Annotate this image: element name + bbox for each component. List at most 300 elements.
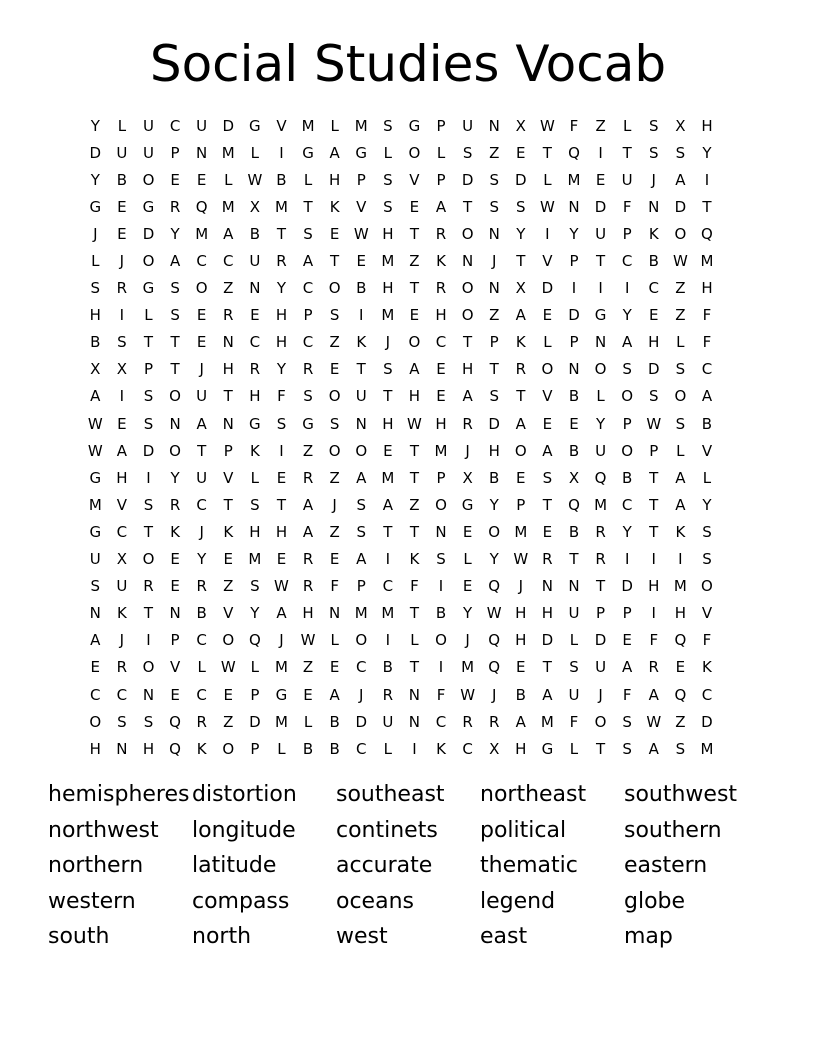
grid-letter: J: [279, 631, 284, 650]
grid-letter: N: [594, 333, 607, 352]
word-bank-item: northern: [48, 853, 144, 878]
grid-letter: N: [568, 577, 580, 596]
grid-letter: H: [249, 522, 261, 541]
grid-letter: E: [170, 550, 180, 569]
grid-letter: E: [170, 577, 180, 596]
grid-letter: T: [409, 279, 419, 298]
grid-letter: T: [516, 252, 526, 271]
grid-letter: N: [488, 116, 500, 135]
grid-letter: Y: [622, 522, 632, 541]
grid-letter: L: [676, 333, 685, 352]
grid-letter: Y: [90, 116, 100, 135]
grid-letter: V: [169, 658, 181, 677]
grid-letter: J: [491, 685, 497, 704]
grid-letter: O: [169, 387, 181, 406]
grid-letter: P: [436, 116, 446, 135]
grid-letter: K: [223, 522, 234, 541]
grid-letter: K: [329, 197, 340, 216]
grid-letter: L: [277, 739, 286, 758]
grid-letter: S: [383, 197, 393, 216]
grid-letter: E: [223, 685, 233, 704]
grid-letter: Z: [675, 279, 686, 298]
grid-letter: N: [222, 333, 234, 352]
grid-letter: T: [356, 360, 366, 379]
grid-letter: B: [302, 739, 314, 758]
grid-letter: O: [514, 441, 527, 460]
grid-letter: X: [489, 739, 500, 758]
grid-letter: J: [385, 333, 391, 352]
word-bank: [48, 777, 768, 955]
grid-letter: L: [622, 116, 632, 135]
grid-letter: T: [595, 739, 606, 758]
grid-letter: E: [117, 414, 127, 433]
grid-row: [82, 329, 742, 356]
grid-letter: M: [461, 658, 475, 677]
grid-letter: B: [648, 252, 659, 271]
grid-letter: D: [674, 197, 687, 216]
grid-row: [82, 518, 742, 545]
grid-letter: F: [277, 387, 286, 406]
grid-letter: Z: [675, 306, 686, 325]
grid-letter: R: [595, 550, 606, 569]
grid-letter: Z: [329, 333, 340, 352]
grid-letter: R: [302, 577, 314, 596]
grid-letter: H: [461, 360, 474, 379]
grid-letter: I: [545, 224, 550, 243]
grid-letter: S: [276, 414, 287, 433]
grid-letter: B: [382, 658, 393, 677]
grid-letter: V: [542, 252, 553, 271]
grid-letter: Y: [702, 495, 712, 514]
grid-letter: A: [622, 333, 633, 352]
grid-letter: Q: [674, 631, 687, 650]
grid-letter: O: [701, 577, 713, 596]
grid-letter: Y: [489, 495, 499, 514]
grid-letter: B: [249, 224, 260, 243]
grid-letter: R: [435, 279, 447, 298]
grid-letter: O: [594, 712, 607, 731]
grid-row: [82, 112, 742, 139]
grid-letter: E: [329, 224, 340, 243]
grid-letter: E: [409, 306, 420, 325]
grid-letter: Y: [90, 170, 100, 189]
grid-letter: B: [356, 279, 367, 298]
grid-letter: Z: [489, 143, 500, 162]
grid-letter: B: [276, 170, 287, 189]
grid-letter: U: [116, 577, 128, 596]
grid-letter: M: [274, 197, 288, 216]
grid-letter: A: [356, 550, 367, 569]
grid-letter: N: [488, 224, 500, 243]
word-bank-item: accurate: [336, 853, 433, 878]
grid-row: [82, 139, 742, 166]
grid-letter: M: [540, 712, 554, 731]
grid-letter: S: [489, 197, 499, 216]
grid-letter: L: [91, 252, 100, 271]
grid-letter: R: [302, 550, 314, 569]
grid-letter: I: [146, 468, 151, 487]
grid-letter: R: [249, 360, 261, 379]
grid-letter: D: [701, 712, 713, 731]
grid-letter: C: [621, 252, 633, 271]
grid-letter: C: [196, 631, 207, 650]
grid-letter: P: [622, 414, 632, 433]
grid-letter: O: [541, 360, 554, 379]
word-bank-item: western: [48, 888, 136, 914]
grid-letter: E: [117, 224, 127, 243]
grid-letter: H: [382, 224, 394, 243]
grid-letter: M: [381, 252, 395, 271]
grid-letter: G: [594, 306, 607, 325]
grid-letter: J: [119, 252, 125, 271]
grid-letter: C: [435, 333, 447, 352]
grid-letter: Q: [248, 631, 261, 650]
grid-row: [82, 166, 742, 193]
grid-letter: D: [488, 414, 500, 433]
grid-letter: T: [463, 333, 473, 352]
grid-letter: P: [223, 441, 233, 460]
grid-letter: L: [569, 631, 579, 650]
grid-letter: D: [249, 712, 261, 731]
grid-letter: B: [329, 739, 340, 758]
grid-letter: U: [595, 224, 607, 243]
grid-letter: M: [354, 116, 368, 135]
grid-letter: Z: [409, 252, 420, 271]
grid-letter: N: [408, 685, 421, 704]
grid-letter: Y: [276, 360, 287, 379]
grid-letter: L: [224, 170, 233, 189]
grid-letter: Z: [409, 495, 420, 514]
grid-letter: R: [196, 577, 207, 596]
grid-letter: Y: [463, 604, 473, 623]
grid-letter: R: [542, 550, 553, 569]
grid-letter: B: [116, 170, 128, 189]
grid-letter: U: [462, 116, 474, 135]
grid-letter: V: [701, 441, 713, 460]
grid-letter: M: [594, 495, 608, 514]
grid-letter: V: [701, 604, 713, 623]
grid-letter: S: [702, 550, 712, 569]
grid-letter: O: [142, 170, 155, 189]
grid-letter: B: [568, 387, 580, 406]
grid-letter: E: [436, 387, 446, 406]
grid-letter: D: [621, 577, 633, 596]
grid-letter: R: [116, 279, 128, 298]
grid-letter: E: [542, 522, 553, 541]
grid-letter: T: [276, 495, 287, 514]
grid-letter: A: [648, 739, 659, 758]
grid-letter: S: [462, 143, 473, 162]
grid-letter: P: [356, 170, 366, 189]
grid-letter: J: [93, 224, 98, 243]
grid-letter: R: [488, 712, 500, 731]
grid-letter: N: [249, 279, 261, 298]
grid-letter: D: [142, 441, 155, 460]
grid-letter: O: [408, 333, 421, 352]
grid-letter: T: [143, 604, 154, 623]
grid-letter: Z: [302, 658, 314, 677]
grid-letter: L: [569, 739, 579, 758]
word-bank-item: thematic: [480, 853, 578, 878]
grid-letter: S: [622, 360, 632, 379]
grid-letter: N: [568, 197, 580, 216]
grid-letter: I: [438, 658, 444, 677]
grid-letter: R: [302, 360, 314, 379]
grid-letter: Q: [594, 468, 607, 487]
grid-letter: E: [170, 170, 180, 189]
grid-letter: C: [462, 739, 473, 758]
grid-letter: R: [276, 252, 287, 271]
grid-letter: S: [170, 279, 180, 298]
grid-letter: H: [382, 414, 394, 433]
grid-letter: E: [117, 197, 127, 216]
grid-letter: S: [329, 414, 340, 433]
grid-letter: I: [279, 441, 284, 460]
grid-letter: C: [621, 495, 633, 514]
grid-letter: D: [647, 360, 660, 379]
grid-letter: F: [569, 712, 579, 731]
grid-letter: P: [436, 468, 446, 487]
grid-letter: M: [381, 306, 395, 325]
grid-letter: P: [436, 170, 446, 189]
grid-letter: K: [249, 441, 260, 460]
grid-letter: E: [196, 170, 207, 189]
grid-letter: U: [89, 550, 101, 569]
grid-row: [82, 410, 742, 437]
grid-letter: C: [355, 658, 367, 677]
grid-letter: O: [355, 631, 368, 650]
grid-letter: X: [515, 116, 526, 135]
grid-letter: H: [275, 333, 288, 352]
grid-letter: Y: [489, 550, 499, 569]
grid-letter: S: [489, 170, 499, 189]
grid-letter: M: [221, 143, 235, 162]
grid-letter: S: [649, 116, 659, 135]
word-bank-item: latitude: [192, 853, 277, 878]
grid-letter: V: [409, 170, 420, 189]
grid-letter: E: [462, 577, 473, 596]
grid-letter: P: [250, 739, 260, 758]
grid-letter: Y: [250, 604, 260, 623]
grid-letter: D: [355, 712, 368, 731]
grid-letter: M: [221, 197, 235, 216]
grid-letter: I: [385, 631, 391, 650]
grid-letter: E: [516, 143, 526, 162]
grid-letter: J: [199, 360, 204, 379]
grid-letter: X: [90, 360, 101, 379]
grid-letter: Z: [223, 279, 234, 298]
grid-letter: S: [143, 414, 154, 433]
grid-letter: R: [515, 360, 527, 379]
grid-letter: T: [649, 468, 659, 487]
grid-letter: Z: [223, 577, 234, 596]
grid-letter: H: [275, 522, 288, 541]
grid-letter: L: [543, 170, 552, 189]
grid-letter: A: [648, 685, 659, 704]
grid-letter: T: [303, 197, 313, 216]
letter-grid: [82, 112, 742, 762]
grid-letter: F: [622, 197, 632, 216]
grid-letter: W: [672, 252, 688, 271]
grid-letter: W: [460, 685, 476, 704]
word-bank-item: compass: [192, 888, 290, 914]
grid-letter: J: [518, 577, 524, 596]
grid-letter: H: [89, 306, 101, 325]
grid-letter: N: [435, 522, 447, 541]
grid-letter: I: [651, 604, 656, 623]
grid-letter: Z: [329, 468, 340, 487]
grid-letter: S: [117, 333, 127, 352]
grid-letter: T: [516, 387, 526, 406]
grid-row: [82, 383, 742, 410]
grid-letter: N: [169, 604, 181, 623]
grid-letter: S: [489, 387, 499, 406]
word-bank-item: northwest: [48, 817, 159, 843]
grid-letter: U: [595, 441, 607, 460]
grid-row: [82, 356, 742, 383]
grid-letter: A: [701, 387, 713, 406]
grid-letter: E: [516, 658, 526, 677]
grid-letter: K: [702, 658, 712, 677]
grid-letter: U: [196, 387, 208, 406]
grid-letter: U: [382, 712, 394, 731]
grid-letter: X: [568, 468, 580, 487]
grid-letter: D: [568, 306, 580, 325]
grid-letter: F: [702, 306, 712, 325]
grid-letter: A: [276, 604, 287, 623]
grid-letter: G: [249, 414, 261, 433]
grid-letter: G: [302, 414, 314, 433]
grid-letter: B: [515, 685, 526, 704]
grid-letter: N: [488, 279, 500, 298]
grid-letter: T: [383, 522, 393, 541]
grid-letter: A: [356, 468, 367, 487]
grid-letter: A: [409, 360, 420, 379]
grid-letter: T: [489, 360, 499, 379]
word-bank-item: legend: [480, 888, 556, 914]
grid-letter: T: [223, 495, 233, 514]
grid-letter: M: [434, 441, 448, 460]
grid-letter: H: [249, 387, 261, 406]
grid-letter: N: [169, 414, 181, 433]
grid-letter: X: [116, 550, 128, 569]
grid-letter: M: [274, 712, 288, 731]
grid-letter: H: [488, 441, 500, 460]
grid-letter: L: [543, 333, 552, 352]
grid-letter: L: [330, 631, 339, 650]
grid-letter: L: [463, 550, 472, 569]
grid-letter: H: [541, 604, 554, 623]
grid-letter: U: [116, 143, 128, 162]
grid-letter: Y: [170, 224, 180, 243]
grid-letter: W: [646, 712, 662, 731]
grid-letter: J: [359, 685, 364, 704]
grid-letter: E: [436, 360, 446, 379]
grid-letter: K: [515, 333, 526, 352]
grid-letter: L: [383, 739, 392, 758]
grid-letter: L: [702, 468, 712, 487]
grid-letter: A: [675, 468, 686, 487]
grid-letter: I: [624, 550, 630, 569]
grid-letter: L: [117, 116, 127, 135]
grid-letter: A: [223, 224, 234, 243]
grid-letter: H: [515, 739, 527, 758]
grid-letter: A: [90, 631, 101, 650]
word-bank-item: hemispheres: [48, 782, 190, 807]
grid-letter: E: [462, 522, 473, 541]
grid-letter: D: [222, 116, 235, 135]
grid-letter: P: [143, 360, 153, 379]
grid-letter: E: [250, 306, 260, 325]
grid-letter: A: [435, 197, 447, 216]
grid-letter: Q: [674, 685, 687, 704]
grid-letter: F: [569, 116, 579, 135]
grid-letter: T: [649, 495, 659, 514]
grid-letter: W: [407, 414, 422, 433]
grid-letter: B: [489, 468, 500, 487]
grid-letter: E: [675, 658, 686, 677]
grid-letter: Y: [197, 550, 207, 569]
grid-letter: A: [542, 685, 553, 704]
grid-letter: V: [116, 495, 128, 514]
grid-letter: T: [595, 577, 606, 596]
grid-letter: G: [249, 116, 261, 135]
grid-letter: S: [117, 712, 127, 731]
grid-letter: M: [700, 739, 714, 758]
grid-letter: U: [196, 116, 208, 135]
grid-letter: J: [332, 495, 337, 514]
grid-letter: Z: [329, 522, 340, 541]
grid-letter: Z: [595, 116, 606, 135]
grid-letter: U: [568, 604, 580, 623]
grid-letter: U: [621, 170, 633, 189]
grid-letter: P: [649, 441, 659, 460]
grid-letter: I: [119, 387, 125, 406]
grid-row: [82, 220, 742, 247]
grid-letter: M: [700, 252, 714, 271]
word-bank-item: north: [192, 924, 252, 949]
grid-letter: A: [462, 387, 473, 406]
grid-letter: L: [596, 387, 605, 406]
grid-letter: J: [465, 441, 470, 460]
grid-letter: I: [279, 143, 284, 162]
grid-letter: J: [465, 631, 470, 650]
grid-letter: U: [568, 685, 580, 704]
grid-letter: N: [329, 604, 341, 623]
grid-letter: E: [170, 685, 180, 704]
grid-letter: S: [702, 522, 712, 541]
grid-letter: Y: [516, 224, 526, 243]
grid-letter: O: [594, 360, 607, 379]
grid-letter: I: [624, 279, 630, 298]
grid-letter: C: [90, 685, 101, 704]
grid-letter: S: [649, 143, 659, 162]
grid-letter: P: [303, 306, 313, 325]
grid-letter: H: [435, 306, 447, 325]
grid-letter: T: [542, 495, 552, 514]
grid-letter: X: [515, 279, 526, 298]
grid-letter: O: [461, 306, 474, 325]
grid-letter: A: [329, 685, 340, 704]
grid-letter: T: [463, 197, 473, 216]
grid-letter: A: [302, 522, 314, 541]
grid-letter: E: [90, 658, 101, 677]
grid-letter: E: [276, 468, 287, 487]
grid-letter: U: [196, 468, 208, 487]
grid-letter: W: [220, 658, 236, 677]
grid-letter: K: [409, 550, 420, 569]
grid-letter: H: [382, 279, 394, 298]
